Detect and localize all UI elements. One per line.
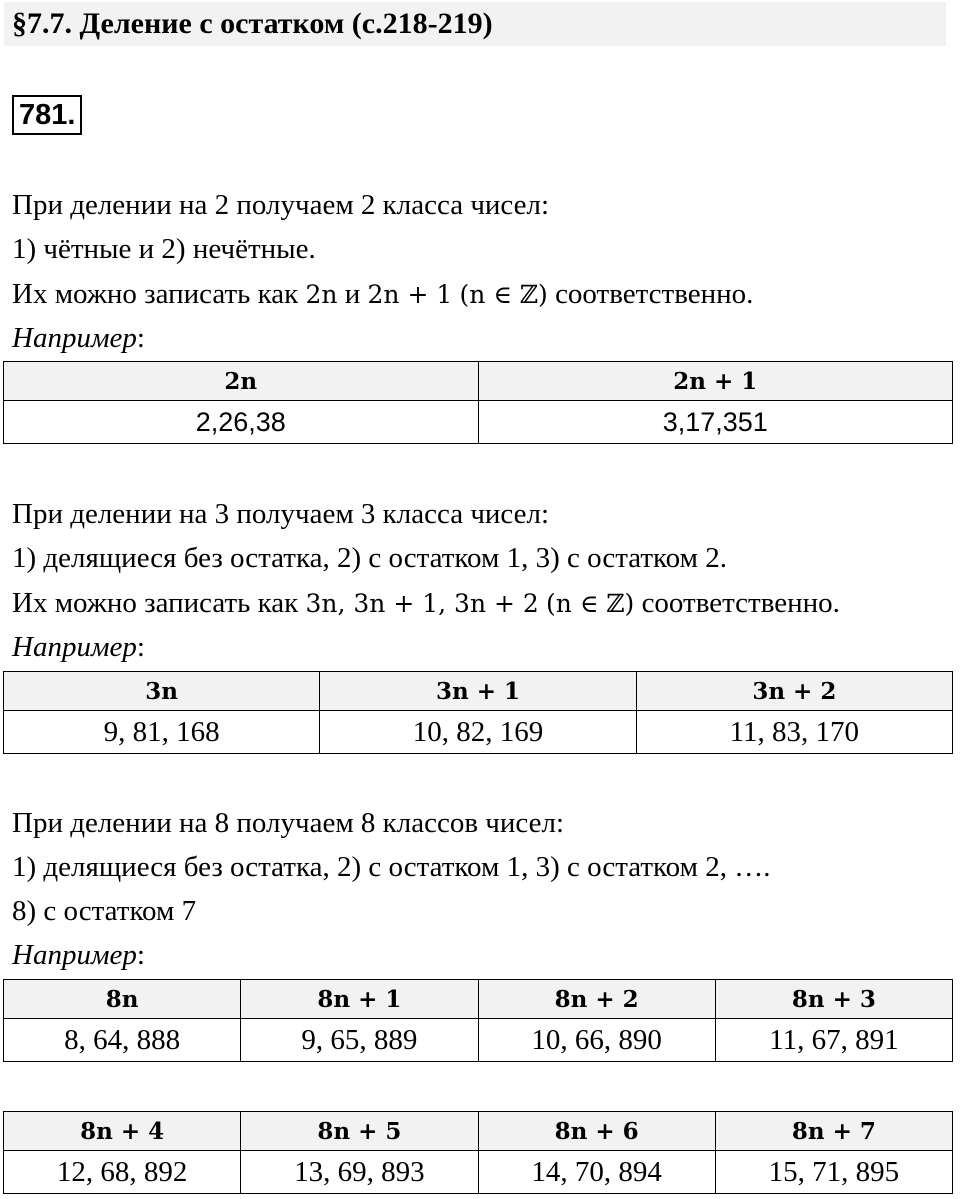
div8-last-class: 8) с остатком 7 bbox=[12, 895, 197, 927]
table-header-cell: 2n bbox=[4, 362, 479, 401]
table-cell: 3,17,351 bbox=[478, 401, 953, 444]
table-header-cell: 3n bbox=[4, 672, 320, 711]
table-header-cell: 8n + 6 bbox=[478, 1112, 715, 1151]
div3-example-word: Например bbox=[12, 631, 137, 663]
div3-classes: 1) делящиеся без остатка, 2) с остатком 1, 3) с остатком 2. bbox=[12, 542, 727, 574]
table-cell: 2,26,38 bbox=[4, 401, 479, 444]
div3-notation-prefix: Их можно записать как bbox=[12, 587, 306, 619]
div2-expr-odd: 2n + 1 bbox=[367, 280, 453, 309]
table-cell: 8, 64, 888 bbox=[4, 1019, 241, 1062]
table-cell: 15, 71, 895 bbox=[715, 1151, 952, 1194]
table-header-cell: 8n + 3 bbox=[715, 980, 952, 1019]
div3-notation bbox=[12, 585, 840, 622]
table-cell: 9, 81, 168 bbox=[4, 711, 320, 754]
div8-example-colon: : bbox=[136, 939, 145, 971]
div8-table-1 bbox=[3, 979, 953, 1062]
section-header bbox=[4, 2, 946, 46]
table-row bbox=[4, 1019, 953, 1062]
table-cell: 14, 70, 894 bbox=[478, 1151, 715, 1194]
table-header-row bbox=[4, 980, 953, 1019]
task-number: 781. bbox=[12, 95, 82, 135]
table-row bbox=[4, 1151, 953, 1194]
div2-expr-even: 2n bbox=[305, 280, 338, 309]
table-cell: 9, 65, 889 bbox=[241, 1019, 478, 1062]
table-header-cell: 3n + 2 bbox=[636, 672, 952, 711]
table-cell: 11, 83, 170 bbox=[636, 711, 952, 754]
div2-notation-and: и bbox=[337, 278, 368, 310]
table-header-cell: 8n + 1 bbox=[241, 980, 478, 1019]
table-cell: 10, 82, 169 bbox=[320, 711, 636, 754]
table-header-cell: 8n + 7 bbox=[715, 1112, 952, 1151]
div8-intro: При делении на 8 получаем 8 классов чисел: bbox=[12, 807, 565, 839]
table-header-cell: 8n + 4 bbox=[4, 1112, 241, 1151]
div2-condition: (n ∈ ℤ) bbox=[459, 280, 548, 309]
div3-condition: (n ∈ ℤ) bbox=[546, 589, 635, 618]
table-header-row bbox=[4, 1112, 953, 1151]
div8-example-label bbox=[12, 937, 145, 973]
div2-notation-suffix: соответственно. bbox=[547, 278, 754, 310]
table-header-cell: 8n + 5 bbox=[241, 1112, 478, 1151]
table-header-cell: 2n + 1 bbox=[478, 362, 953, 401]
div3-notation-suffix: соответственно. bbox=[634, 587, 840, 619]
table-header-row bbox=[4, 672, 953, 711]
div8-example-word: Например bbox=[12, 939, 137, 971]
div2-intro: При делении на 2 получаем 2 класса чисел: bbox=[12, 189, 550, 221]
table-row bbox=[4, 711, 953, 754]
div2-table bbox=[3, 361, 953, 444]
div8-table-2 bbox=[3, 1111, 953, 1194]
div8-classes: 1) делящиеся без остатка, 2) с остатком 1, 3) с остатком 2, …. bbox=[12, 851, 771, 883]
div2-notation bbox=[12, 276, 753, 313]
div2-example-label bbox=[12, 320, 145, 356]
section-title: §7.7. Деление с остатком (с.218-219) bbox=[12, 7, 493, 40]
div2-classes: 1) чётные и 2) нечётные. bbox=[12, 233, 316, 265]
div3-intro: При делении на 3 получаем 3 класса чисел: bbox=[12, 498, 550, 530]
table-cell: 10, 66, 890 bbox=[478, 1019, 715, 1062]
table-cell: 13, 69, 893 bbox=[241, 1151, 478, 1194]
table-cell: 12, 68, 892 bbox=[4, 1151, 241, 1194]
div2-notation-prefix: Их можно записать как bbox=[12, 278, 306, 310]
div3-exprs: 3n, 3n + 1, 3n + 2 bbox=[305, 589, 539, 618]
div2-example-word: Например bbox=[12, 322, 137, 354]
table-header-cell: 8n bbox=[4, 980, 241, 1019]
div3-example-label bbox=[12, 629, 145, 665]
div3-table bbox=[3, 671, 953, 754]
table-header-row bbox=[4, 362, 953, 401]
table-header-cell: 8n + 2 bbox=[478, 980, 715, 1019]
table-header-cell: 3n + 1 bbox=[320, 672, 636, 711]
div2-example-colon: : bbox=[136, 322, 145, 354]
div3-example-colon: : bbox=[136, 631, 145, 663]
table-cell: 11, 67, 891 bbox=[715, 1019, 952, 1062]
table-row bbox=[4, 401, 953, 444]
